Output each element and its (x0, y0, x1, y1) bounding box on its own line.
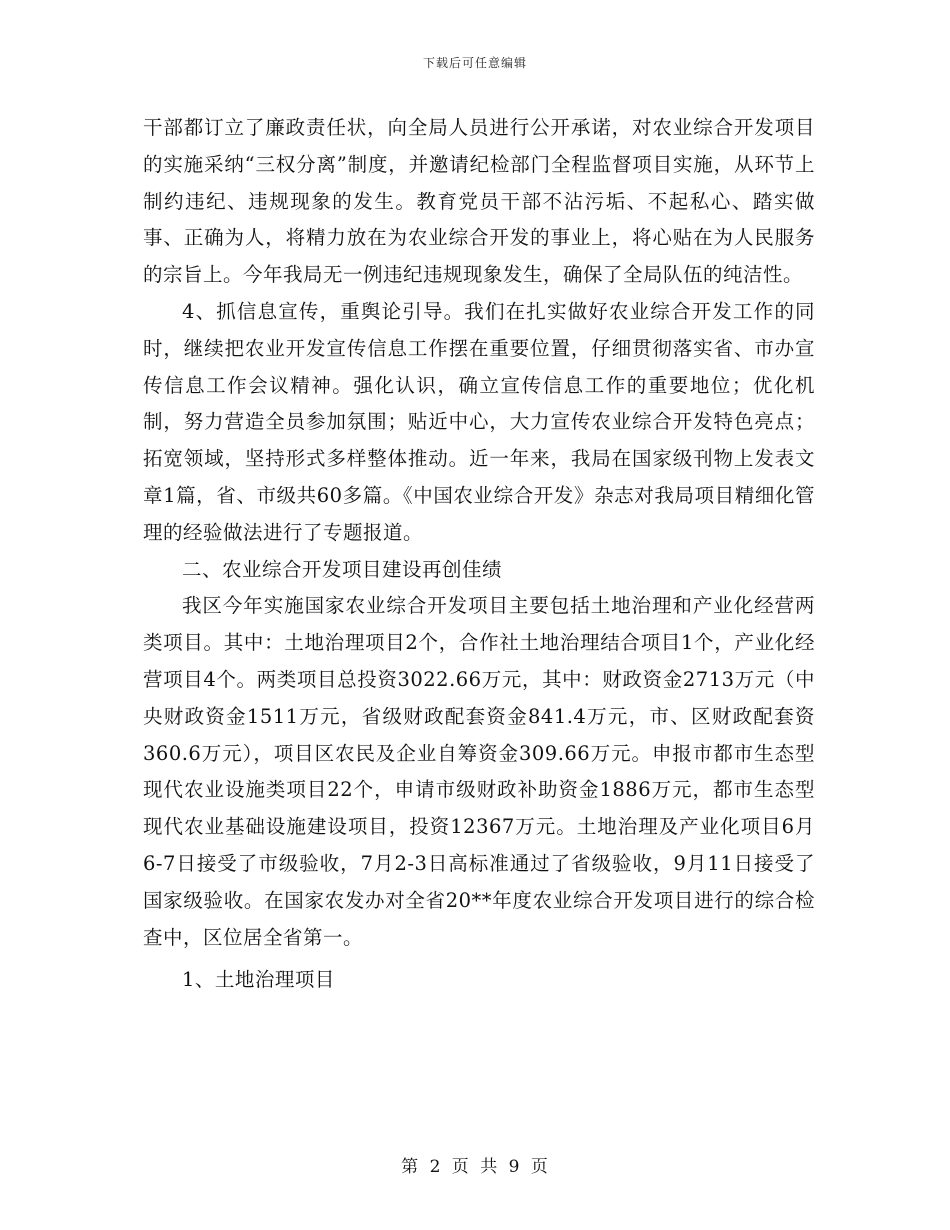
page-header: 下载后可任意编辑 (422, 56, 527, 70)
page-number: 第 2 页 共 9 页 (401, 1157, 549, 1177)
paragraph-item-4: 4、抓信息宣传，重舆论引导。我们在扎实做好农业综合开发工作的同时，继续把农业开发宣传信息工作摆在重要位置，仔细贯彻落实省、市办宣传信息工作会议精神。强化认识，确立宣传信息工作的重要地位；优化机制，努力营造全员参加氛围；贴近中心，大力宣传农业综合开发特色亮点；拓宽领域，坚持形式多样整体推动。近一年来，我局在国家级刊物上发表文章1篇，省、市级共60多篇。《中国农业综合开发》杂志对我局项目精细化管理的经验做法进行了专题报道。 (143, 299, 815, 544)
section-heading-2: 二、农业综合开发项目建设再创佳绩 (182, 557, 503, 581)
paragraph-project-summary: 我区今年实施国家农业综合开发项目主要包括土地治理和产业化经营两类项目。其中：土地治理项目2个，合作社土地治理结合项目1个，产业化经营项目4个。两类项目总投资3022.66万元，其中：财政资金2713万元（中央财政资金1511万元，省级财政配套资金841.4万元，市、区财政配套资360.6万元），项目区农民及企业自筹资金309.66万元。申报市都市生态型现代农业设施类项目22个，申请市级财政补助资金1886万元，都市生态型现代农业基础设施建设项目，投资12367万元。土地治理及产业化项目6月6-7日接受了市级验收，7月2-3日高标准通过了省级验收，9月11日接受了国家级验收。在国家农发办对全省20**年度农业综合开发项目进行的综合检查中，区位居全省第一。 (143, 594, 815, 949)
document-body (143, 110, 815, 999)
subheading-land-project: 1、土地治理项目 (182, 968, 335, 992)
paragraph-continuation: 干部都订立了廉政责任状，向全局人员进行公开承诺，对农业综合开发项目的实施采纳“三权分离”制度，并邀请纪检部门全程监督项目实施，从环节上制约违纪、违规现象的发生。教育党员干部不沾污垢、不起私心、踏实做事、正确为人，将精力放在为农业综合开发的事业上，将心贴在为人民服务的宗旨上。今年我局无一例违纪违规现象发生，确保了全局队伍的纯洁性。 (143, 116, 815, 287)
